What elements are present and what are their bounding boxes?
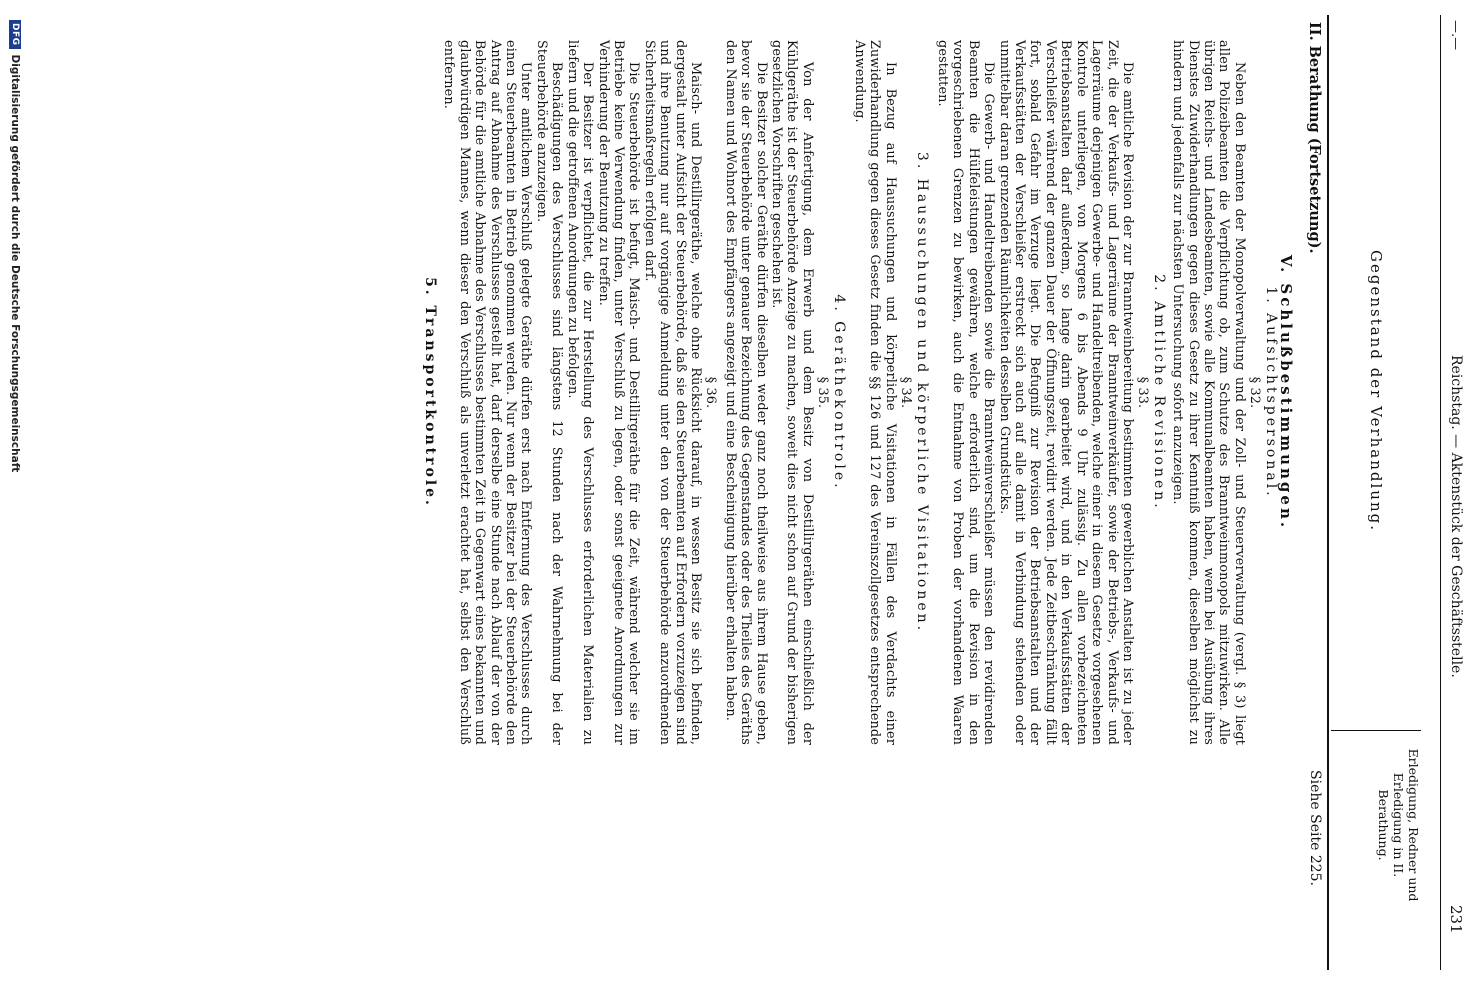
paragraph-36-text-2: Die Steuerbehörde ist befugt, Maisch- und Destillirgeräthe für die Zeit, während welcher sie im Betriebe keine Verwendung finden, unter Verschluß zu legen, oder sonst geeignete Anordnungen zur Verhinderung der Benutzung zu treffen. [595,40,642,745]
side-reference: Siehe Seite 225. [1307,770,1323,886]
subsection-1: 1. Aufsichtspersonal. [1262,286,1279,499]
main-text-column [422,40,1293,745]
header-left-mark: —.— [1448,20,1463,51]
top-rule-thin [1440,15,1441,970]
paragraph-34-heading: § 34. [898,376,914,409]
paragraph-36-heading: § 36. [703,376,719,409]
subsection-2: 2. Amtliche Revisionen. [1150,274,1167,511]
top-rule-thick [1327,15,1329,970]
paragraph-35-text-2: Die Besitzer solcher Geräthe dürfen dieselben weder ganz noch theilweise aus ihrem Hause geben, bevor sie der Steuerbehörde unter genauer Bezeichnung des Gegenstandes oder des Theiles des Geräths den Namen und Wohnort des Empfängers angezeigt und eine Bescheinigung hierüber erhalten haben. [722,40,769,745]
paragraph-35-heading: § 35. [815,376,831,409]
paragraph-34-text: In Bezug auf Haussuchungen und körperliche Visitationen in Fällen des Verdachts einer Zuwiderhandlung gegen dieses Gesetz finden die §§ 126 und 127 des Vereinszollgesetzes entsprechende Anwendung. [852,40,898,745]
subsection-3: 3. Haussuchungen und körperliche Visitationen. [913,151,930,634]
page-number: 231 [1447,905,1465,934]
paragraph-33-text-1: Die amtliche Revision der zur Branntweinbereitung bestimmten gewerblichen Anstalten ist zu jeder Zeit, die der Verkaufs- und Lagerräume der Branntweinverkäufer, sowie der Betriebs-, Verkaufs- und Lagerräume derjenigen Gewerbe- und Handeltreibenden, welche einer in diesem Gesetze vorgesehenen Kontrole unterliegen, von Morgens 6 bis Abends 9 Uhr zulässig. Zu allen vorbezeichneten Betriebsanstalten darf außerdem, so lange darin gearbeitet wird, und in den Verkaufsstätten der Verschleißer während der ganzen Dauer der Öffnungszeit, revidirt werden. Jede Zeitbeschränkung fällt fort, sobald Gefahr im Verzuge liegt. Die Befugniß zur Revision der Betriebsanstalten und der Verkaufsstätten der Verschleißer erstreckt sich auch auf alle damit in Verbindung stehenden oder unmittelbar daran grenzenden Räumlichkeiten desselben Grundstücks. [996,40,1135,745]
section-title: V. Schlußbestimmungen. [1277,254,1295,531]
section-left-label: II. Berathung (Fortsetzung). [1306,22,1323,254]
subsection-5: 5. Transportkontrole. [422,277,439,508]
paragraph-36-text-1: Maisch- und Destillirgeräthe, welche ohne Rücksicht darauf, in wessen Besitz sie sich befinden, dergestalt unter Aufsicht der Steuerbehörde, daß sie den Steuerbeamten auf Erfordern vorzuzeigen sind und ihre Benutzung nur auf vorgängige Anmeldung unter den von der Steuerbehörde anzuordnenden Sicherheitsmaßregeln erfolgen darf. [641,40,703,745]
paragraph-33-text-2: Die Gewerb- und Handeltreibenden sowie die Branntweinverschleißer müssen den revidirenden Beamten die Hülfeleistungen gewähren, welche erforderlich sind, um die Revision in den vorgeschriebenen Grenzen zu bewirken, auch die Entnahme von Proben der vorhandenen Waaren gestatten. [935,40,997,745]
paragraph-33-heading: § 33. [1135,376,1151,409]
paragraph-36-text-3: Der Besitzer ist verpflichtet, die zur Herstellung des Verschlusses erforderlichen Materialien zu liefern und die getroffenen Anordnungen zu befolgen. [564,40,596,745]
digitization-credit [1,0,29,1000]
paragraph-32-text: Neben den Beamten der Monopolverwaltung und der Zoll- und Steuerverwaltung (vergl. § 3) liegt allen Polizeibeamten die Verpflichtung ob, zum Schutze des Branntweinmonopols mitzuwirken. Alle übrigen Reichs- und Landesbeamten, sowie alle Kommunalbeamten haben, wenn bei Ausübung ihres Dienstes Zuwiderhandlungen gegen dieses Gesetz zu ihrer Kenntniß kommen, dieselben möglichst zu hindern und jedenfalls zur nächsten Untersuchung sofort anzuzeigen. [1170,40,1247,745]
paragraph-36-text-4: Beschädigungen des Verschlusses sind längstens 12 Stunden nach der Wahrnehmung bei der Steuerbehörde anzuzeigen. [533,40,565,745]
digitization-text: Digitalisierung gefördert durch die Deutsche Forschungsgemeinschaft [9,54,21,473]
column-title: Gegenstand der Verhandlung. [1367,250,1385,532]
dfg-logo: DFG [9,20,21,49]
paragraph-32-heading: § 32. [1247,376,1263,409]
subsection-4: 4. Geräthekontrole. [830,294,847,491]
paragraph-35-text-1: Von der Anfertigung, dem Erwerb und dem Besitz von Destillirgeräthen einschließlich der Kühlgeräthe ist der Steuerbehörde Anzeige zu machen, soweit dies nicht schon auf Grund der bisherigen gesetzlichen Vorschriften geschehen ist. [769,40,815,745]
running-title: Reichstag. — Aktenstück der Geschäftsstelle. [1448,355,1464,678]
right-column-title: Erledigung, Redner und Erledigung in II. Berathung. [1376,748,1421,902]
column-divider [1331,730,1421,731]
paragraph-36-text-5: Unter amtlichem Verschluß gelegte Geräthe dürfen erst nach Entfernung des Verschlusses durch einen Steuerbeamten in Betrieb genommen werden. Nur wenn der Besitzer bei der Steuerbehörde den Antrag auf Abnahme des Verschlusses gestellt hat, darf derselbe eine Stunde nach Ablauf der von der Behörde für die amtliche Abnahme des Verschlusses bestimmten Zeit in Gegenwart eines bekannten und glaubwürdigen Mannes, wenn dieser den Verschluß als unverletzt erachtet hat, selbst den Verschluß entfernen. [441,40,534,745]
